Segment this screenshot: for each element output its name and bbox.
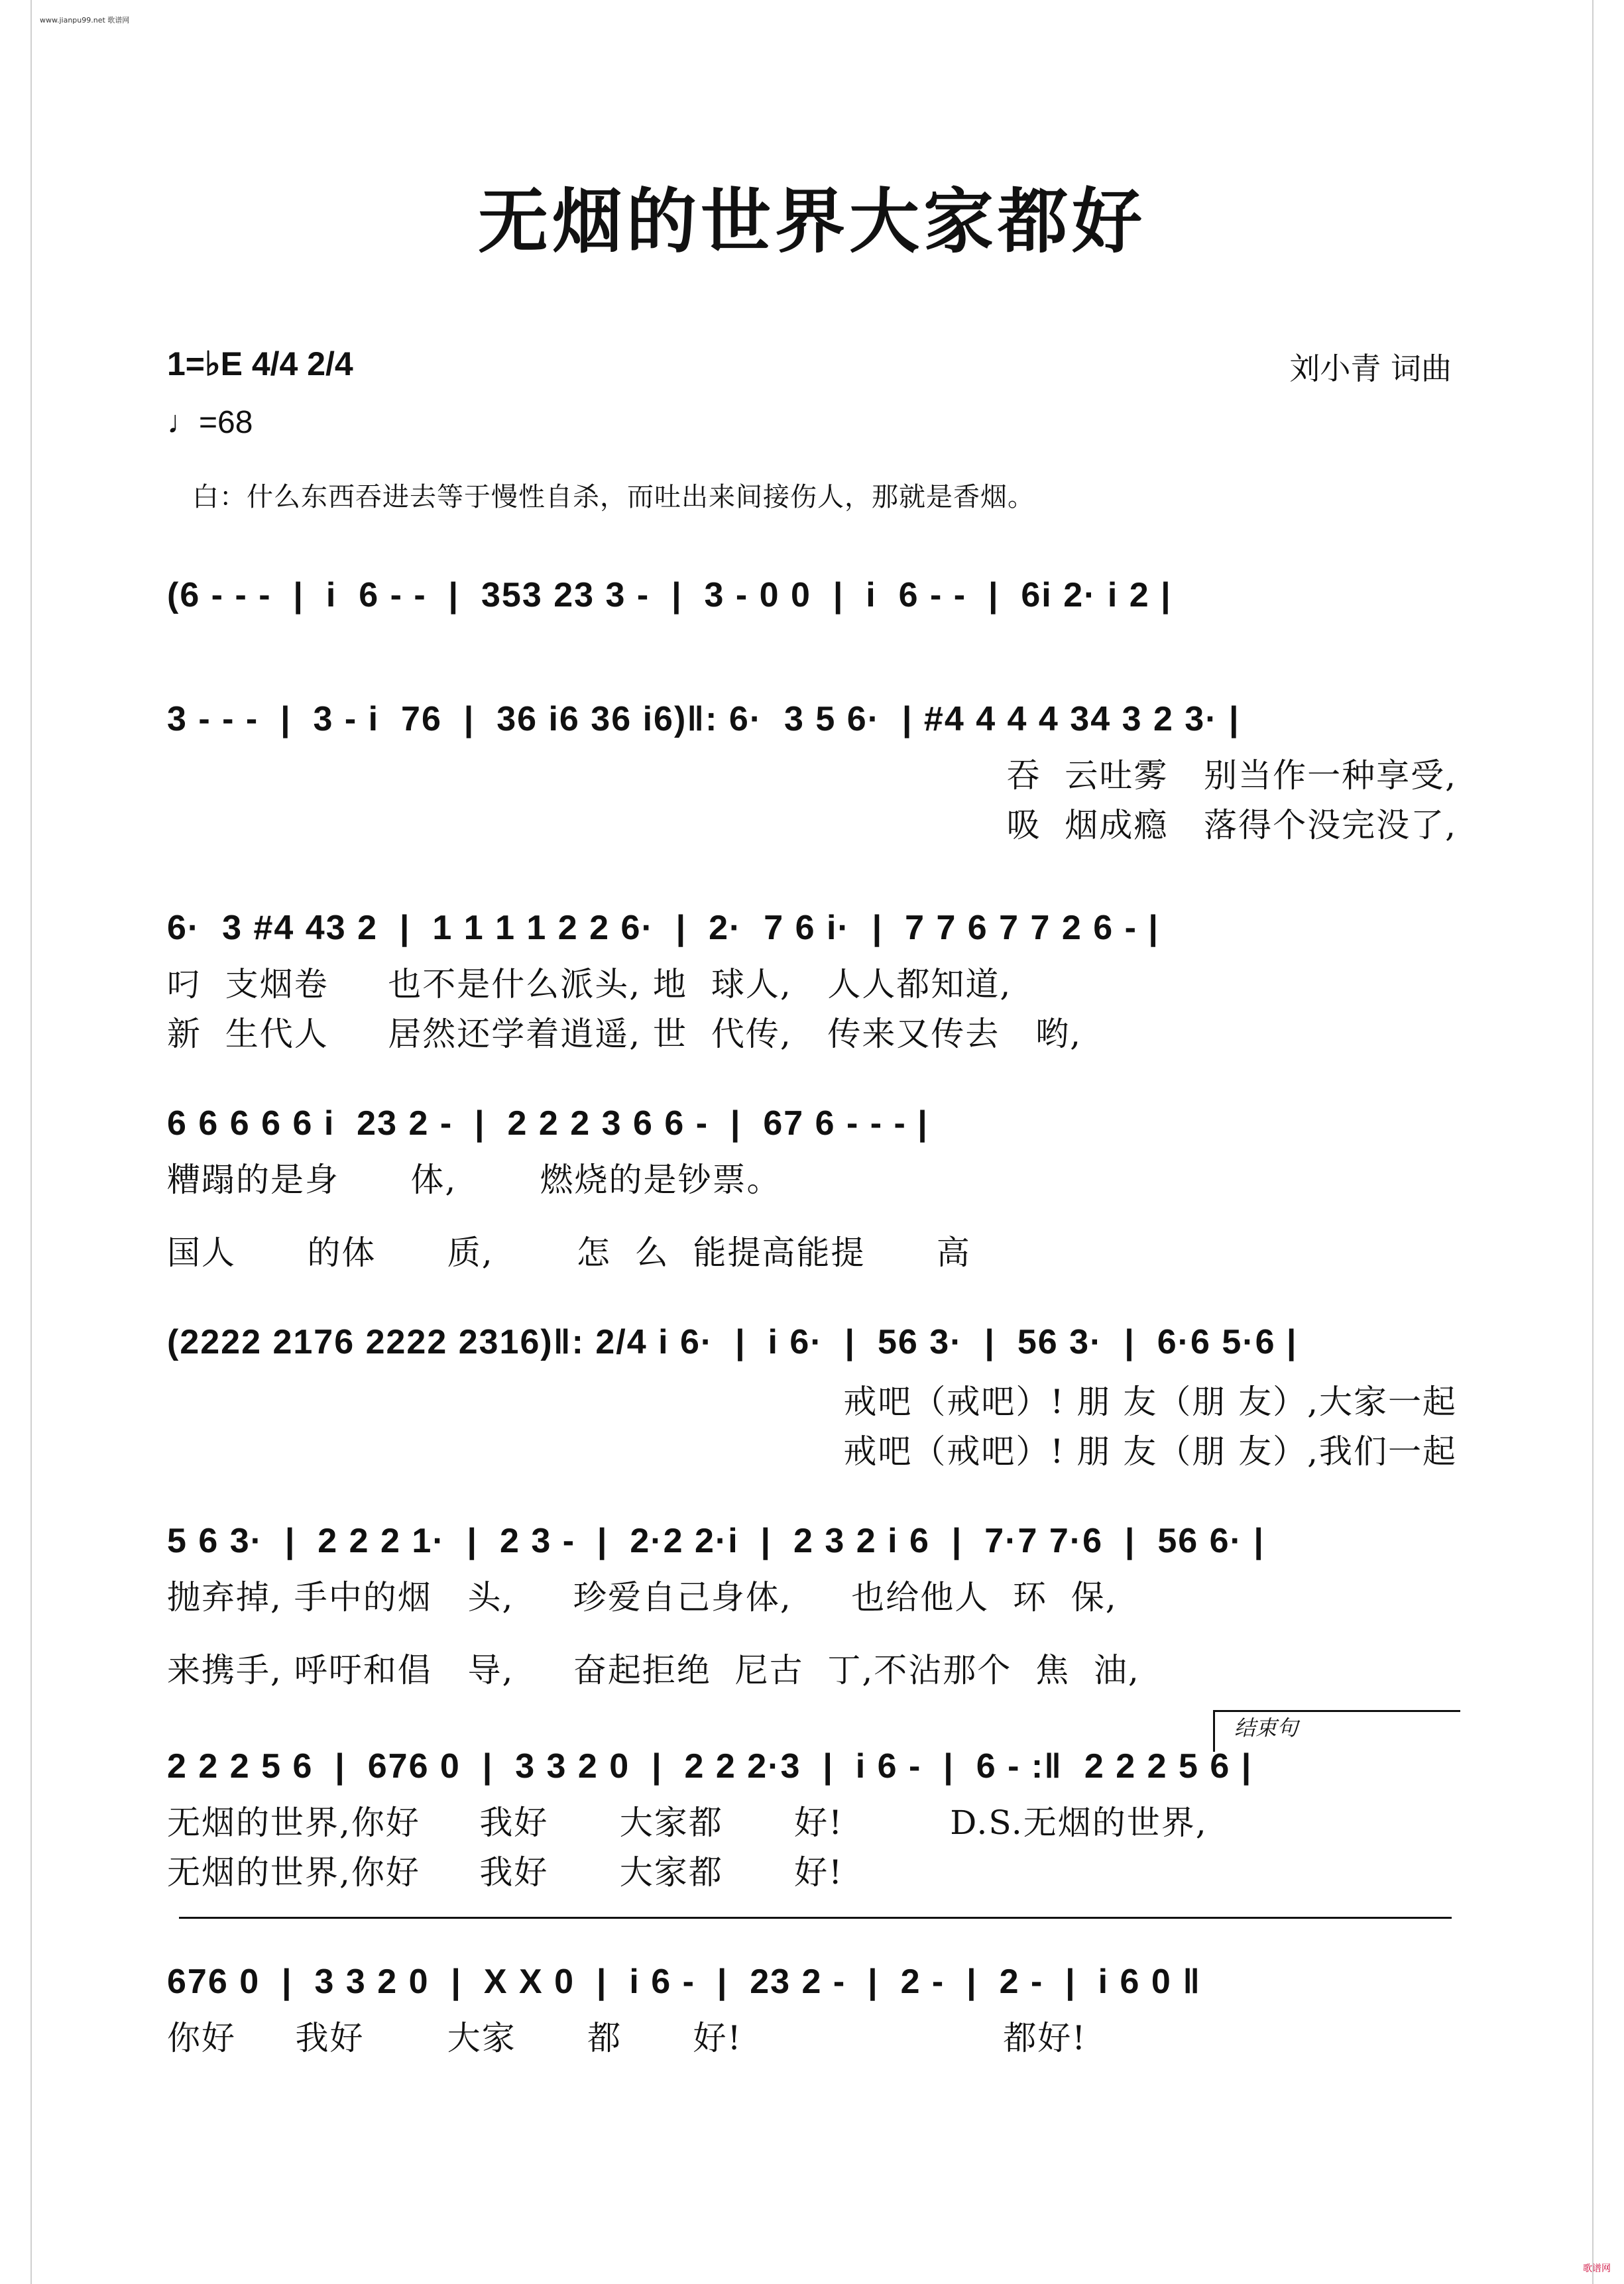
lyric-line: 抛弃掉, 手中的烟 头, 珍爱自己身体, 也给他人 环 保,	[167, 1578, 1118, 1617]
lyric-line: 吞 云吐雾 别当作一种享受,	[1006, 756, 1457, 795]
score-line-4: 6 6 6 6 6 i 23 2 - | 2 2 2 3 6 6 - | 67 6 - - - |	[167, 1104, 929, 1143]
intro-speech: 白：什么东西吞进去等于慢性自杀，而吐出来间接伤人，那就是香烟。	[192, 482, 1035, 512]
score-line-3: 6· 3 #4 43 2 | 1 1 1 1 2 2 6· | 2· 7 6 i· | 7 7 6 7 7 2 6 - |	[167, 909, 1159, 947]
lyric-line: 国人 的体 质, 怎 么 能提高能提 高	[167, 1233, 971, 1272]
lyric-line: 你好 我好 大家 都 好! 都好!	[167, 2019, 1087, 2057]
composer-credit: 刘小青 词曲	[1289, 351, 1452, 386]
lyric-line: 来携手, 呼吁和倡 导, 奋起拒绝 尼古 丁,不沾那个 焦 油,	[167, 1651, 1140, 1689]
score-line-5: (2222 2176 2222 2316)‖: 2/4 i 6· | i 6· | 56 3· | 56 3· | 6·6 5·6 |	[167, 1323, 1298, 1361]
score-line-2: 3 - - - | 3 - i 76 | 36 i6 36 i6)‖: 6· 3 5 6· | #4 4 4 4 34 3 2 3· |	[167, 700, 1240, 738]
lyric-line: 叼 支烟卷 也不是什么派头, 地 球人, 人人都知道,	[167, 965, 1012, 1003]
lyric-line: 吸 烟成瘾 落得个没完没了,	[1006, 806, 1457, 844]
tempo-marking: ♩=68	[167, 405, 253, 440]
site-logo: 歌谱网	[1583, 2263, 1611, 2274]
song-title: 无烟的世界大家都好	[478, 180, 1146, 262]
key-signature: 1=♭E 4/4 2/4	[167, 345, 353, 382]
lyric-line: 戒吧（戒吧）! 朋 友（朋 友）,大家一起	[843, 1383, 1457, 1421]
tie-arc	[179, 1917, 1452, 1919]
score-line-7: 2 2 2 5 6 | 676 0 | 3 3 2 0 | 2 2 2·3 | i 6 - | 6 - :‖ 2 2 2 5 6 |	[167, 1747, 1253, 1786]
ending-label: 结束句	[1234, 1715, 1299, 1741]
site-watermark: www.jianpu99.net 歌谱网	[40, 16, 130, 25]
left-page-edge	[0, 0, 32, 2284]
lyric-line: 无烟的世界,你好 我好 大家都 好! D.S.无烟的世界,	[167, 1803, 1208, 1842]
right-page-edge	[1592, 0, 1624, 2284]
lyric-line: 戒吧（戒吧）! 朋 友（朋 友）,我们一起	[843, 1432, 1457, 1471]
score-line-1: (6 - - - | i 6 - - | 353 23 3 - | 3 - 0 0 | i 6 - - | 6i 2· i 2 |	[167, 576, 1172, 614]
score-line-6: 5 6 3· | 2 2 2 1· | 2 3 - | 2·2 2·i | 2 3 2 i 6 | 7·7 7·6 | 56 6· |	[167, 1522, 1265, 1560]
lyric-line: 糟蹋的是身 体, 燃烧的是钞票。	[167, 1161, 782, 1199]
score-line-8: 676 0 | 3 3 2 0 | X X 0 | i 6 - | 23 2 - | 2 - | 2 - | i 6 0 ‖	[167, 1963, 1202, 2001]
lyric-line: 无烟的世界,你好 我好 大家都 好!	[167, 1853, 844, 1892]
lyric-line: 新 生代人 居然还学着逍遥, 世 代传, 传来又传去 哟,	[167, 1015, 1082, 1053]
